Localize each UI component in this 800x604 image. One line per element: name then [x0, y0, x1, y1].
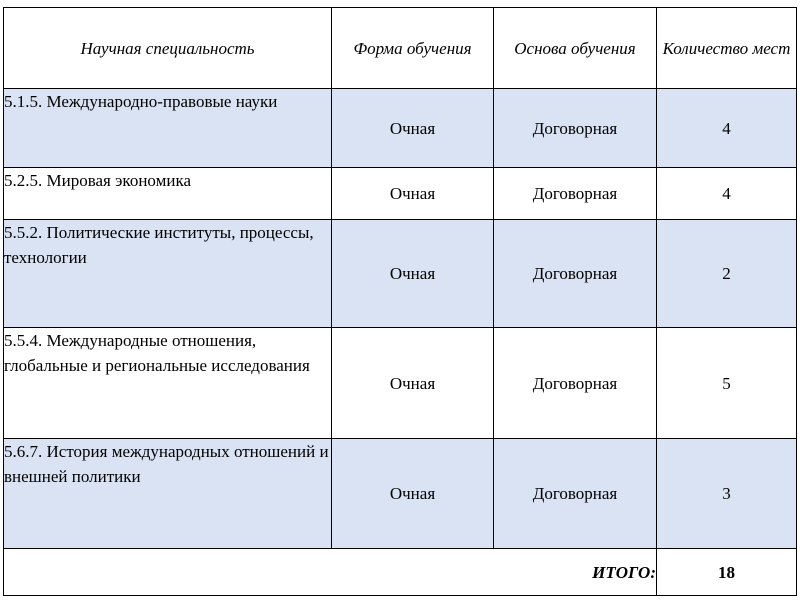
table-header-row: [4, 8, 797, 89]
header-basis: Основа обучения: [494, 8, 657, 89]
cell-specialty: 5.5.4. Международные отношения, глобальные и региональные исследования: [4, 328, 332, 439]
header-specialty: Научная специальность: [4, 8, 332, 89]
cell-count: 2: [657, 220, 797, 328]
cell-form: Очная: [332, 168, 494, 220]
cell-count: 3: [657, 439, 797, 549]
cell-count: 4: [657, 89, 797, 168]
total-label: ИТОГО:: [4, 549, 657, 596]
table-row: [4, 439, 797, 549]
table-row: [4, 220, 797, 328]
header-form: Форма обучения: [332, 8, 494, 89]
total-value: 18: [657, 549, 797, 596]
cell-specialty: 5.2.5. Мировая экономика: [4, 168, 332, 220]
cell-basis: Договорная: [494, 220, 657, 328]
total-row: [4, 549, 797, 596]
cell-basis: Договорная: [494, 439, 657, 549]
cell-count: 4: [657, 168, 797, 220]
cell-count: 5: [657, 328, 797, 439]
cell-basis: Договорная: [494, 328, 657, 439]
cell-form: Очная: [332, 328, 494, 439]
cell-specialty: 5.6.7. История международных отношений и внешней политики: [4, 439, 332, 549]
admissions-table: [3, 7, 797, 596]
cell-form: Очная: [332, 220, 494, 328]
table-row: [4, 168, 797, 220]
cell-form: Очная: [332, 439, 494, 549]
cell-basis: Договорная: [494, 89, 657, 168]
cell-basis: Договорная: [494, 168, 657, 220]
table-row: [4, 89, 797, 168]
header-count: Количество мест: [657, 8, 797, 89]
table-row: [4, 328, 797, 439]
cell-specialty: 5.5.2. Политические институты, процессы, технологии: [4, 220, 332, 328]
cell-specialty: 5.1.5. Международно-правовые науки: [4, 89, 332, 168]
cell-form: Очная: [332, 89, 494, 168]
